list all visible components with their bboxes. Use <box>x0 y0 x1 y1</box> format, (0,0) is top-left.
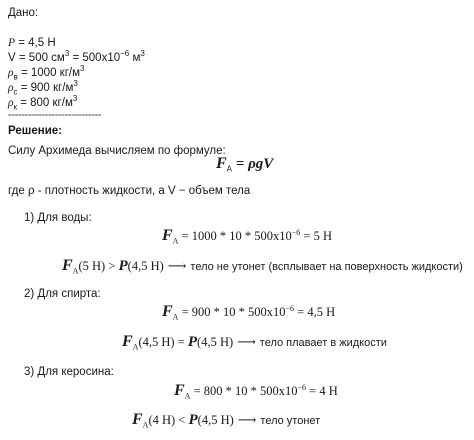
case3-conclusion: тело утонет <box>260 415 321 427</box>
volume-sup3: 3 <box>140 49 145 59</box>
arrow-icon: ⟶ <box>167 258 187 273</box>
spirit-sub: с <box>13 87 18 97</box>
case1-cmp-arg2: (4,5 Н) <box>127 259 164 273</box>
volume-line <box>8 51 145 65</box>
arrow-icon: ⟶ <box>237 334 256 349</box>
given-heading: Дано: <box>8 7 39 19</box>
case1-sup: −6 <box>291 227 301 237</box>
case1-compare <box>62 259 463 274</box>
case2-cmp-sub: A <box>132 342 139 352</box>
case3-cmp-p: P <box>188 412 198 428</box>
case1-rhs: = 1000 * 10 * 500х10 <box>178 229 292 243</box>
water-cube: 3 <box>80 64 85 74</box>
formula-sub: A <box>226 164 233 174</box>
case3-cmp-sub: A <box>142 420 149 430</box>
archimedes-formula <box>216 157 273 172</box>
case3-end: = 4 Н <box>306 384 338 398</box>
formula-f: F <box>216 155 227 172</box>
arrow-icon: ⟶ <box>237 412 257 427</box>
case3-cmp-arg2: (4,5 Н) <box>197 413 234 427</box>
case3-calc <box>174 382 338 401</box>
case2-cmp-f: F <box>122 333 133 350</box>
case2-f: F <box>162 303 173 320</box>
case3-sub: A <box>184 391 191 401</box>
case3-compare <box>132 413 320 428</box>
rho-symbol: ρ <box>8 97 14 109</box>
case2-cmp-arg2: (4,5 Н) <box>197 335 234 349</box>
intro-text: Силу Архимеда вычисляем по формуле: <box>8 145 226 157</box>
case2-sub: A <box>172 312 179 322</box>
case2-compare <box>122 335 387 350</box>
case1-cmp-arg1: (5 Н) > <box>78 259 119 273</box>
weight-line: P = 4,5 Н <box>8 37 56 49</box>
case1-title: 1) Для воды: <box>24 212 92 224</box>
rho-symbol: ρ <box>8 67 14 79</box>
case3-cmp-f: F <box>132 411 143 428</box>
volume-sup2: −6 <box>120 49 130 59</box>
case2-end: = 4,5 Н <box>294 305 336 319</box>
solution-heading: Решение: <box>8 125 63 137</box>
case2-sup: −6 <box>285 303 295 313</box>
spirit-density-line <box>8 81 78 95</box>
case1-cmp-p: P <box>118 258 128 274</box>
case3-title: 3) Для керосина: <box>24 366 114 378</box>
kerosene-sub: к <box>13 102 18 112</box>
water-density-line <box>8 66 84 80</box>
case2-rhs: = 900 * 10 * 500х10 <box>178 305 286 319</box>
case2-calc <box>162 303 336 322</box>
case3-f: F <box>174 382 185 399</box>
case1-conclusion: тело не утонет (всплывает на поверхность жидкости) <box>190 261 463 273</box>
case3-cmp-arg1: (4 Н) < <box>148 413 189 427</box>
formula-rhs: = ρgV <box>232 156 274 172</box>
where-text: где ρ - плотность жидкости, а V − объем тела <box>8 185 251 197</box>
case1-sub: A <box>172 236 179 246</box>
case1-f: F <box>162 227 173 244</box>
weight-text: = 4,5 Н <box>15 37 56 49</box>
case2-cmp-arg1: (4,5 Н) = <box>138 335 188 349</box>
water-density-value: = 1000 кг/м <box>17 67 80 79</box>
volume-mid: = 500х10 <box>69 52 121 64</box>
case2-conclusion: тело плавает в жидкости <box>259 337 387 349</box>
case2-title: 2) Для спирта: <box>24 288 101 300</box>
case1-calc <box>162 227 332 246</box>
water-sub: в <box>13 72 18 82</box>
case2-cmp-p: P <box>187 334 198 350</box>
case1-cmp-sub: A <box>72 266 79 276</box>
case3-rhs: = 800 * 10 * 500х10 <box>190 384 298 398</box>
separator: ---------------------------- <box>8 109 102 121</box>
volume-main: V = 500 см <box>8 52 65 64</box>
case1-end: = 5 Н <box>300 229 332 243</box>
case1-cmp-f: F <box>62 257 73 274</box>
kerosene-density-value: = 800 кг/м <box>17 97 73 109</box>
rho-symbol: ρ <box>8 82 14 94</box>
volume-sup1: 3 <box>64 49 70 59</box>
spirit-cube: 3 <box>73 79 78 89</box>
spirit-density-value: = 900 кг/м <box>17 82 74 94</box>
case3-sup: −6 <box>297 382 307 392</box>
volume-end: м <box>129 52 141 64</box>
kerosene-cube: 3 <box>72 94 78 104</box>
